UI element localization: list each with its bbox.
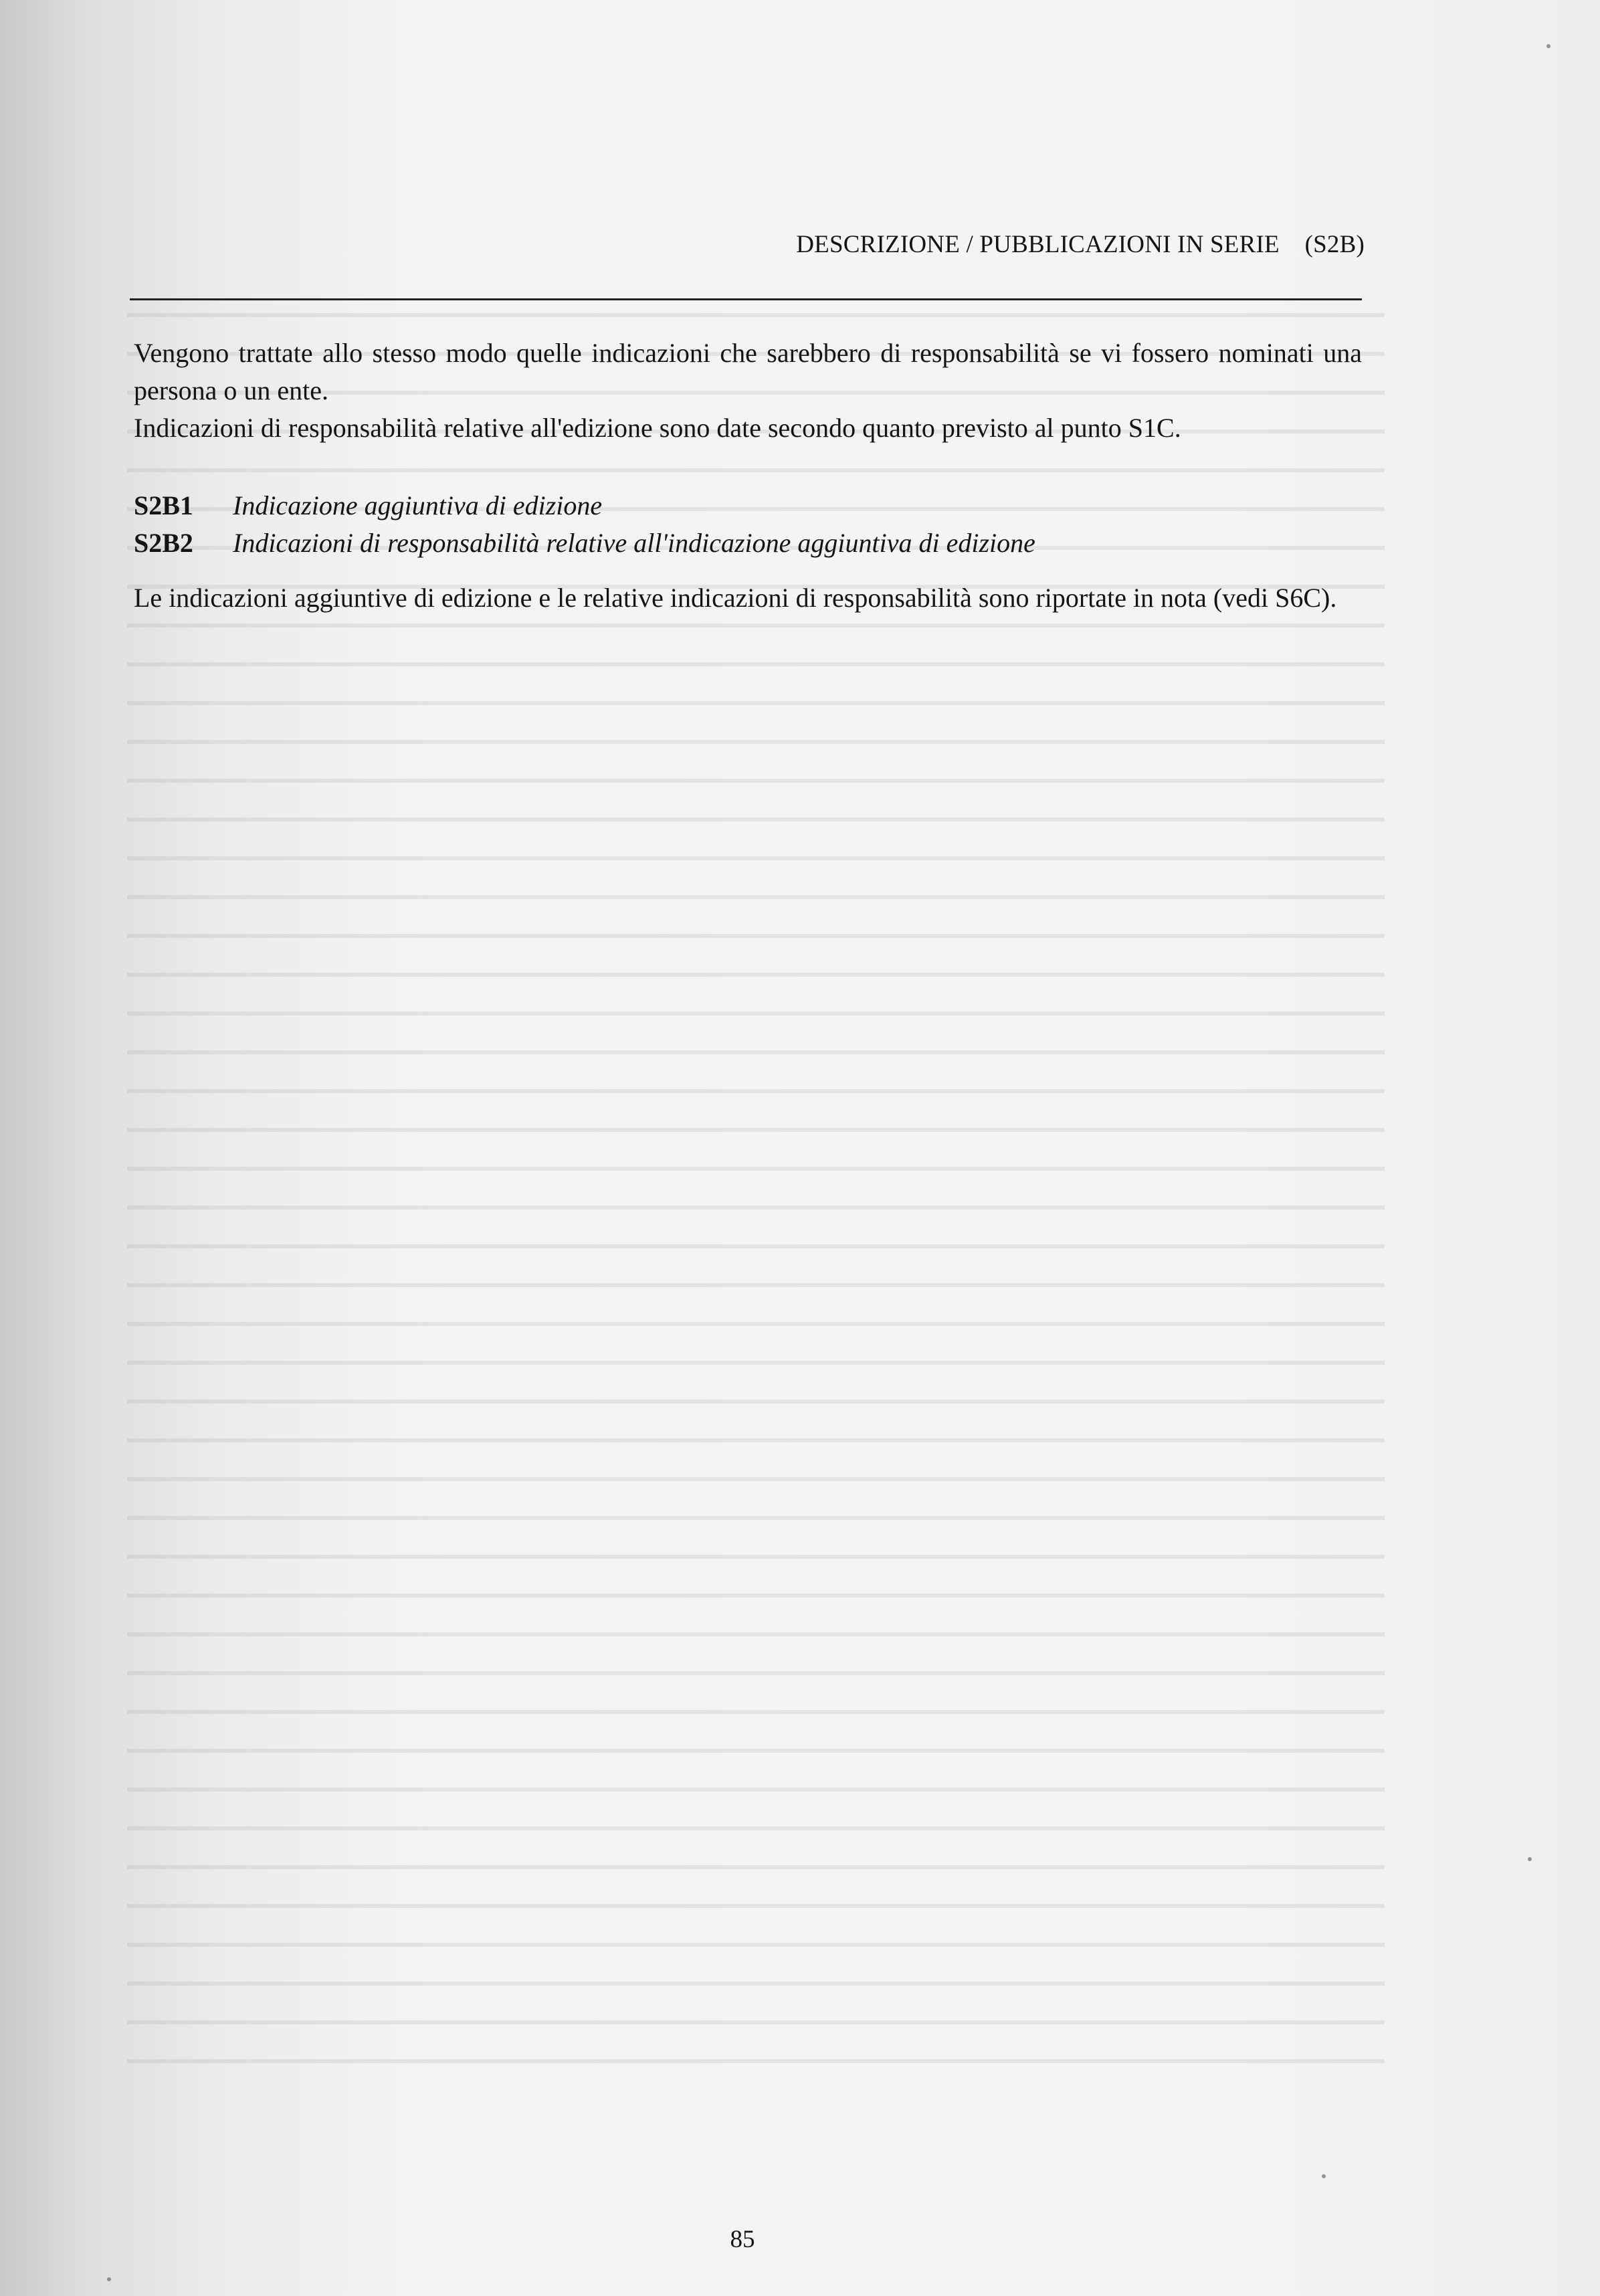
paper-speck: [1546, 44, 1551, 48]
body-text: [134, 334, 1362, 617]
intro-paragraph-2: Indicazioni di responsabilità relative all'edizione sono date secondo quanto previsto al punto S1C.: [134, 413, 1181, 443]
section-code: S2B1: [134, 490, 193, 520]
section-heading-s2b1: [134, 487, 1362, 524]
paper-speck: [1322, 2174, 1326, 2178]
running-header: [722, 230, 1365, 265]
page-number: 85: [730, 2226, 755, 2253]
section-heading-s2b2: [134, 524, 1362, 562]
running-header-code: (S2B): [1304, 231, 1365, 258]
note-paragraph: Le indicazioni aggiuntive di edizione e le relative indicazioni di responsabilità sono riportate in nota (vedi S6C).: [134, 583, 1337, 613]
paper-speck: [107, 2277, 111, 2281]
intro-paragraph-1: Vengono trattate allo stesso modo quelle indicazioni che sarebbero di responsabilità se vi fossero nominati una persona o un ente.: [134, 338, 1362, 405]
paper-speck: [1528, 1857, 1532, 1861]
running-header-title: DESCRIZIONE / PUBBLICAZIONI IN SERIE: [796, 231, 1280, 258]
section-list: [134, 487, 1362, 562]
section-title: Indicazione aggiuntiva di edizione: [233, 490, 603, 520]
header-rule: [130, 298, 1362, 300]
section-code: S2B2: [134, 528, 193, 558]
section-title: Indicazioni di responsabilità relative all'indicazione aggiuntiva di edizione: [233, 528, 1035, 558]
